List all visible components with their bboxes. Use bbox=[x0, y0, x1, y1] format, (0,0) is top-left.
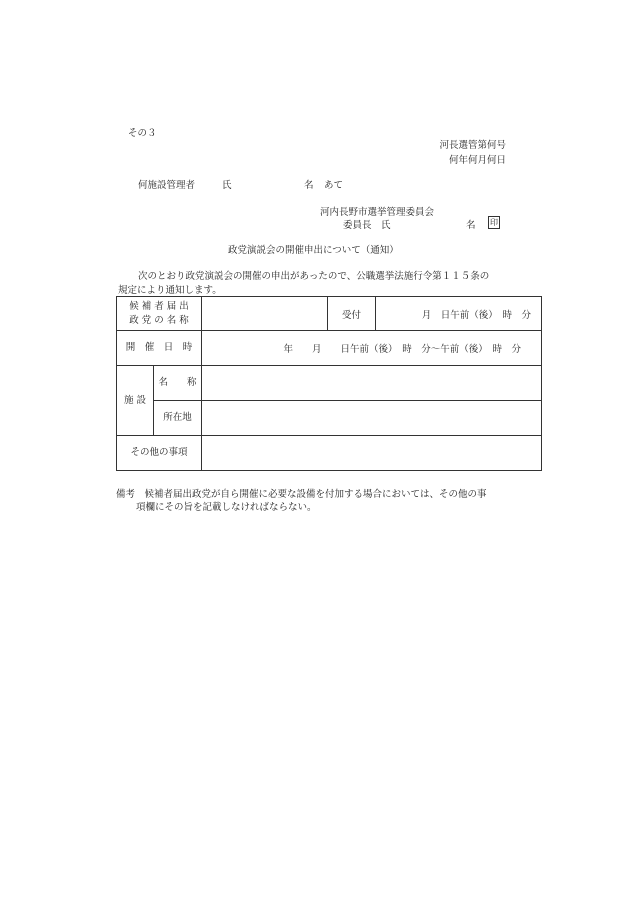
datetime-row bbox=[117, 331, 542, 366]
sender-name-left: 氏 bbox=[381, 220, 391, 231]
sender-position: 委員長 bbox=[343, 220, 372, 231]
recipient-name-right: 名 bbox=[304, 180, 314, 191]
form-number: その３ bbox=[128, 128, 157, 139]
body-line-1: 次のとおり政党演説会の開催の申出があったので、公職選挙法施行令第１１５条の bbox=[138, 271, 490, 282]
party-label-line-2: 政 党 の 名 称 bbox=[129, 314, 189, 326]
other-matters-field[interactable] bbox=[202, 436, 542, 471]
body-line-2: 規定により通知します。 bbox=[118, 285, 222, 296]
notification-form-table bbox=[116, 296, 542, 471]
recipient-name-left: 氏 bbox=[222, 180, 232, 191]
document-subject: 政党演説会の開催申出について（通知） bbox=[228, 245, 399, 256]
facility-label: 施 設 bbox=[117, 366, 154, 436]
facility-name-label: 名 称 bbox=[154, 366, 202, 401]
other-matters-label: その他の事項 bbox=[117, 436, 202, 471]
recipient-title: 何施設管理者 bbox=[138, 180, 196, 191]
datetime-label: 開 催 日 時 bbox=[117, 331, 202, 366]
sender-name-right: 名 bbox=[466, 220, 476, 231]
party-name-label bbox=[117, 297, 202, 331]
recipient-suffix: あて bbox=[324, 180, 344, 191]
facility-address-field[interactable] bbox=[202, 401, 542, 436]
datetime-field[interactable]: 年 月 日午前（後） 時 分～午前（後） 時 分 bbox=[202, 331, 542, 366]
seal-mark bbox=[486, 216, 500, 229]
received-datetime[interactable]: 月 日午前（後） 時 分 bbox=[376, 297, 542, 331]
facility-address-label: 所在地 bbox=[154, 401, 202, 436]
facility-address-row bbox=[117, 401, 542, 436]
seal-box: 印 bbox=[490, 218, 498, 227]
received-label: 受付 bbox=[328, 297, 376, 331]
sender-organization: 河内長野市選挙管理委員会 bbox=[320, 207, 435, 218]
other-row bbox=[117, 436, 542, 471]
party-label-line-1: 候 補 者 届 出 bbox=[129, 300, 189, 312]
party-row bbox=[117, 297, 542, 331]
facility-name-row bbox=[117, 366, 542, 401]
facility-name-field[interactable] bbox=[202, 366, 542, 401]
note-line-2: 項欄にその旨を記載しなければならない。 bbox=[136, 502, 317, 513]
document-number: 河長選管第何号 bbox=[439, 140, 506, 151]
party-name-field[interactable] bbox=[202, 297, 328, 331]
note-line-1: 備考 候補者届出政党が自ら開催に必要な設備を付加する場合においては、その他の事 bbox=[116, 489, 487, 500]
document-date: 何年何月何日 bbox=[448, 155, 506, 166]
